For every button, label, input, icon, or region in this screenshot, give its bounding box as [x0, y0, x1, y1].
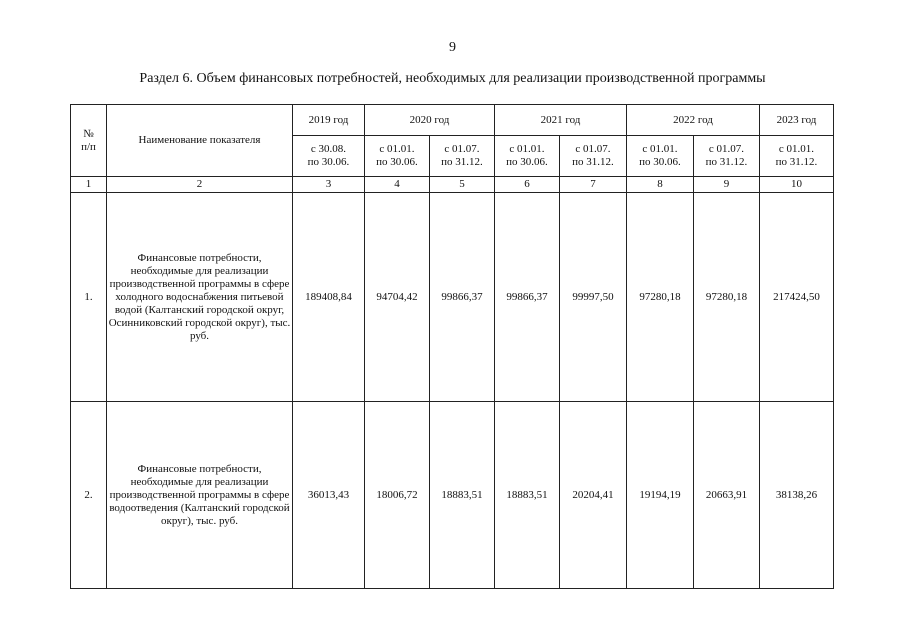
value-cell: 99866,37: [495, 193, 560, 402]
period-cell: с 01.01. по 30.06.: [365, 136, 430, 177]
value-cell: 94704,42: [365, 193, 430, 402]
value-cell: 97280,18: [627, 193, 694, 402]
header-row-years: [71, 105, 834, 136]
column-index: 8: [627, 177, 694, 193]
value-cell: 97280,18: [694, 193, 760, 402]
header-number-label: № п/п: [81, 127, 96, 153]
period-cell: с 30.08. по 30.06.: [293, 136, 365, 177]
header-year-2022: 2022 год: [627, 105, 760, 136]
value-cell: 36013,43: [293, 402, 365, 589]
period-cell: с 01.07. по 31.12.: [430, 136, 495, 177]
column-index: 2: [107, 177, 293, 193]
header-year-2021: 2021 год: [495, 105, 627, 136]
column-index: 6: [495, 177, 560, 193]
column-index: 3: [293, 177, 365, 193]
value-cell: 20663,91: [694, 402, 760, 589]
indicator-name: Финансовые потребности, необходимые для реализации производственной программы в сфере холодного водоснабжения питьевой водой (Калтанский городской округ, Осинниковский городской округ), тыс. руб.: [107, 193, 293, 402]
value-cell: 99997,50: [560, 193, 627, 402]
row-number: 1.: [71, 193, 107, 402]
header-year-2023: 2023 год: [760, 105, 834, 136]
period-cell: с 01.01. по 31.12.: [760, 136, 834, 177]
column-index: 4: [365, 177, 430, 193]
header-indicator-name: Наименование показателя: [107, 105, 293, 177]
column-index: 7: [560, 177, 627, 193]
page-number: 9: [449, 40, 456, 55]
value-cell: 217424,50: [760, 193, 834, 402]
column-index: 1: [71, 177, 107, 193]
period-cell: с 01.01. по 30.06.: [627, 136, 694, 177]
header-year-2020: 2020 год: [365, 105, 495, 136]
value-cell: 38138,26: [760, 402, 834, 589]
value-cell: 19194,19: [627, 402, 694, 589]
value-cell: 18883,51: [430, 402, 495, 589]
value-cell: 99866,37: [430, 193, 495, 402]
row-number: 2.: [71, 402, 107, 589]
value-cell: 189408,84: [293, 193, 365, 402]
header-year-2019: 2019 год: [293, 105, 365, 136]
value-cell: 20204,41: [560, 402, 627, 589]
table-row: [71, 193, 834, 402]
header-number: [71, 105, 107, 177]
period-cell: с 01.01. по 30.06.: [495, 136, 560, 177]
value-cell: 18006,72: [365, 402, 430, 589]
period-cell: с 01.07. по 31.12.: [560, 136, 627, 177]
column-index: 9: [694, 177, 760, 193]
column-index-row: [71, 177, 834, 193]
column-index: 5: [430, 177, 495, 193]
period-cell: с 01.07. по 31.12.: [694, 136, 760, 177]
value-cell: 18883,51: [495, 402, 560, 589]
section-title: Раздел 6. Объем финансовых потребностей, необходимых для реализации производственной программы: [139, 71, 766, 86]
table-row: [71, 402, 834, 589]
indicator-name: Финансовые потребности, необходимые для реализации производственной программы в сфере водоотведения (Калтанский городской округ), тыс. руб.: [107, 402, 293, 589]
column-index: 10: [760, 177, 834, 193]
financial-needs-table: [70, 104, 834, 589]
